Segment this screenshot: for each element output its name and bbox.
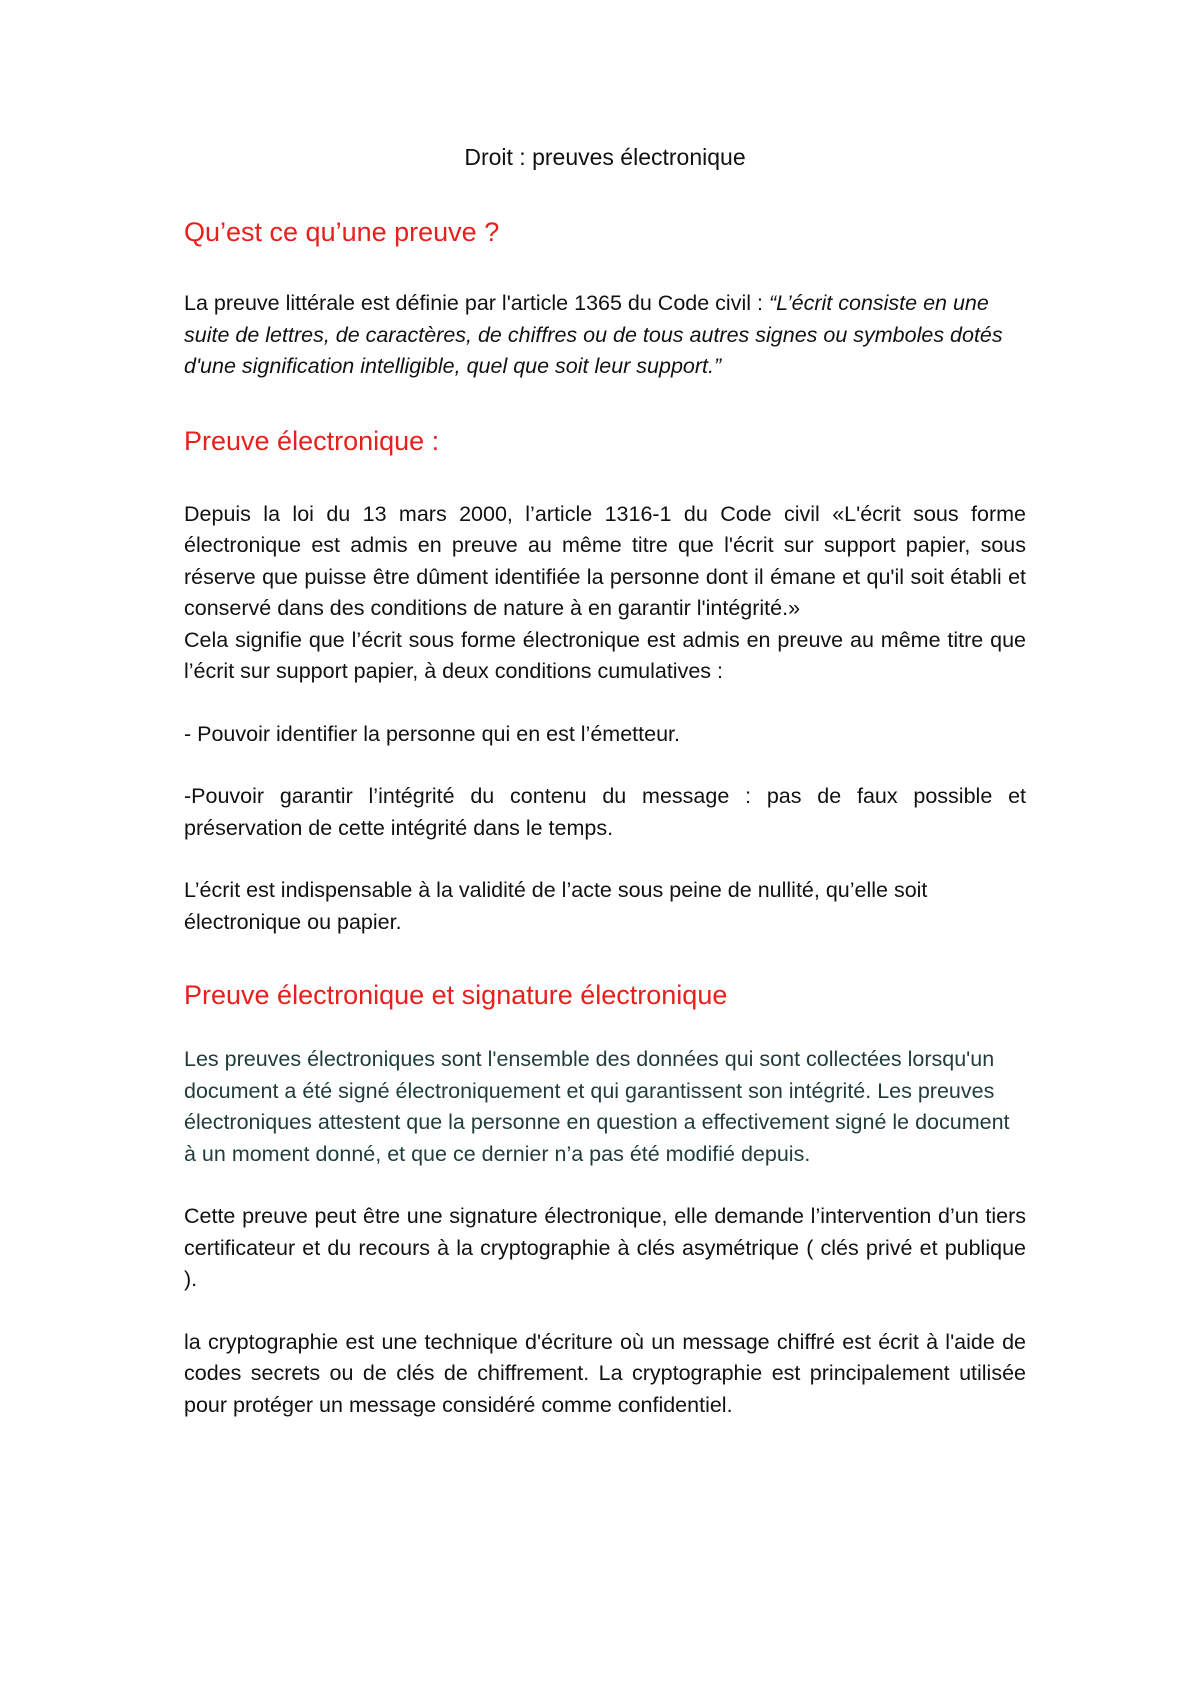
heading-qu-est-ce-qu-une-preuve: Qu’est ce qu’une preuve ?: [184, 217, 500, 247]
heading-preuve-electronique: Preuve électronique :: [184, 425, 440, 456]
paragraph-loi-2000: Depuis la loi du 13 mars 2000, l’article 1316-1 du Code civil «L'écrit sous forme électronique est admis en preuve au même titre que l'écrit sur support papier, sous réserve que puisse être dûment identifiée la personne dont il émane et qu'il soit établi et conservé dans des conditions de nature à en garantir l'intégrité.»: [184, 501, 1026, 620]
heading-preuve-et-signature: Preuve électronique et signature électronique: [184, 980, 728, 1010]
document-page: [184, 140, 1026, 1421]
condition-identifier: - Pouvoir identifier la personne qui en est l’émetteur.: [184, 721, 680, 746]
paragraph-preuves-ensemble: Les preuves électroniques sont l'ensemble des données qui sont collectées lorsqu'un document a été signé électroniquement et qui garantissent son intégrité. Les preuves électroniques attestent que la personne en question a effectivement signé le document à un moment donné, et que ce dernier n’a pas été modifié depuis.: [184, 1047, 1010, 1166]
condition-integrite: -Pouvoir garantir l’intégrité du contenu du message : pas de faux possible et préservation de cette intégrité dans le temps.: [184, 784, 1026, 840]
paragraph-definition: [184, 288, 1026, 383]
document-title: Droit : preuves électronique: [464, 144, 746, 170]
definition-intro: La preuve littérale est définie par l'article 1365 du Code civil :: [184, 291, 769, 315]
paragraph-cryptographie: la cryptographie est une technique d'écriture où un message chiffré est écrit à l'aide de codes secrets ou de clés de chiffrement. La cryptographie est principalement utilisée pour protéger un message considéré comme confidentiel.: [184, 1329, 1026, 1417]
paragraph-ecrit-indispensable: L’écrit est indispensable à la validité de l’acte sous peine de nullité, qu’elle soit électronique ou papier.: [184, 878, 928, 934]
paragraph-signature-electronique: Cette preuve peut être une signature électronique, elle demande l’intervention d’un tiers certificateur et du recours à la cryptographie à clés asymétrique ( clés privé et publique ).: [184, 1204, 1026, 1291]
paragraph-cela-signifie: Cela signifie que l’écrit sous forme électronique est admis en preuve au même titre que l’écrit sur support papier, à deux conditions cumulatives :: [184, 627, 1026, 683]
definition-quote: “L’écrit consiste en une suite de lettres, de caractères, de chiffres ou de tous autres signes ou symboles dotés d'une signification intelligible, quel que soit leur support.”: [184, 291, 1003, 378]
